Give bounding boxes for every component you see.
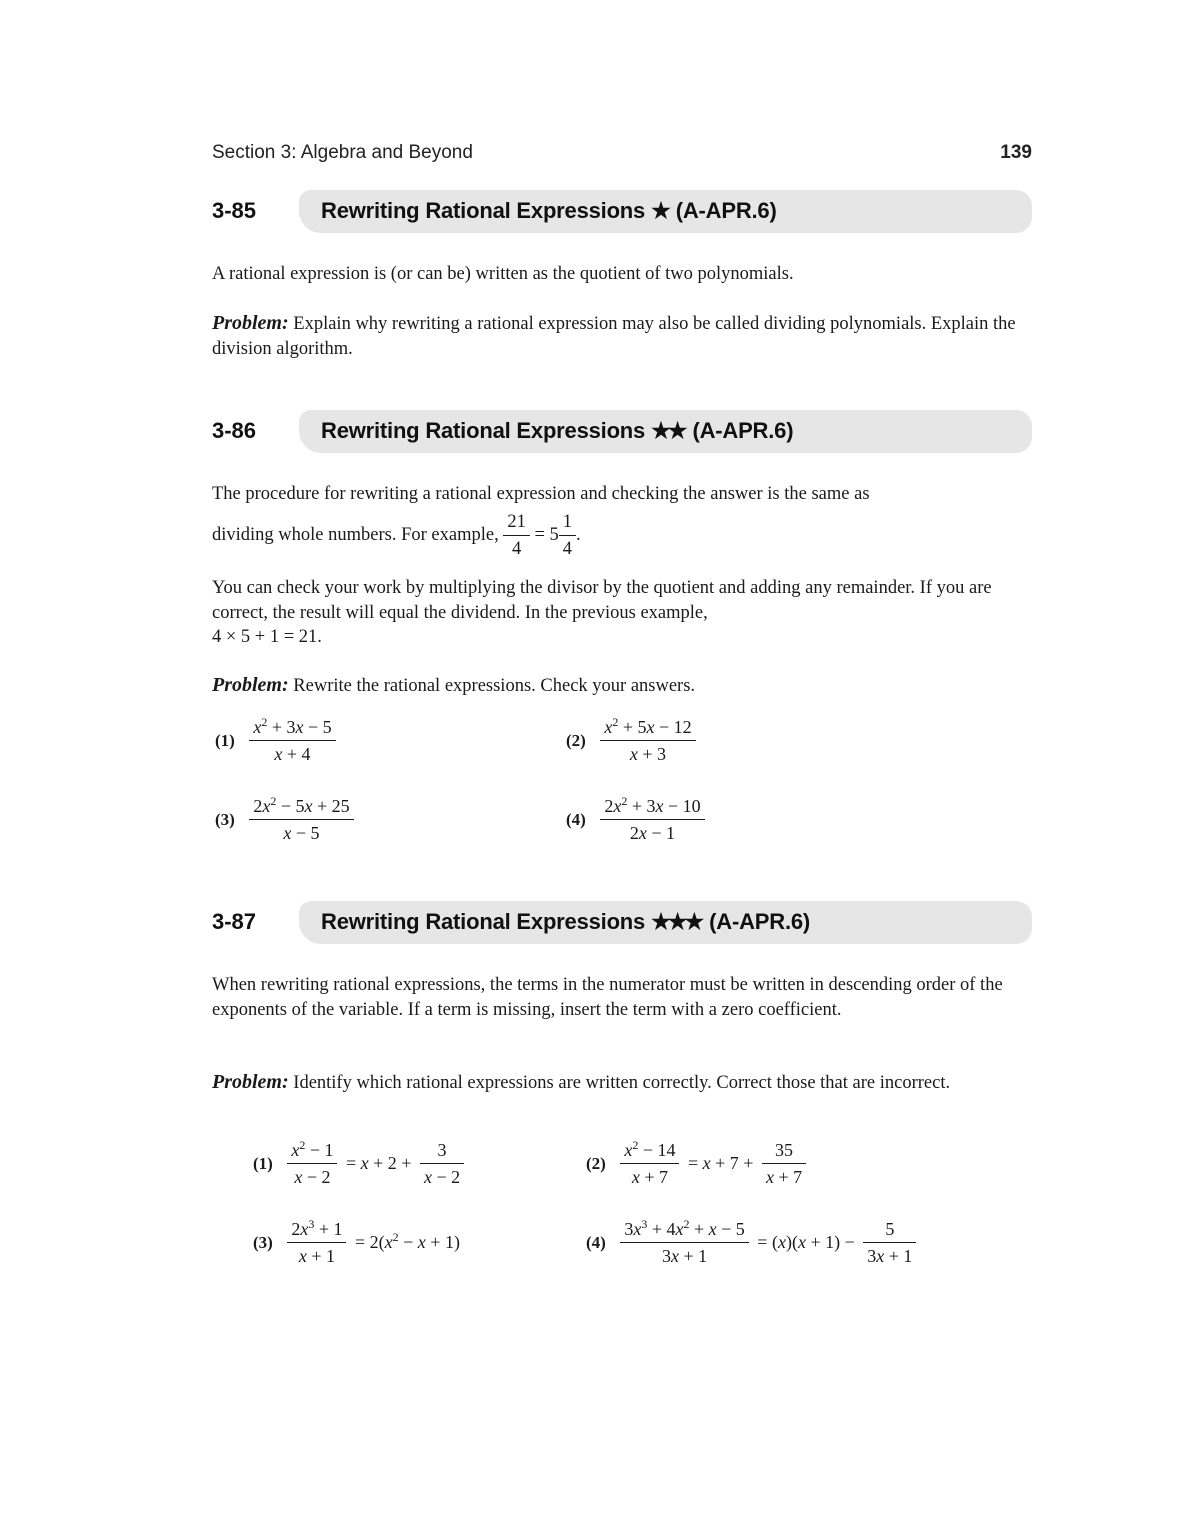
section-title: Rewriting Rational Expressions ★ (A-APR.6) [321, 198, 777, 223]
rational-expression: $\frac{2x^3 + 1}{x + 1}$ [287, 1218, 346, 1267]
standard-code: (A-APR.6) [709, 909, 811, 934]
rational-expression: $\frac{x^2 - 14}{x + 7}$ [620, 1139, 679, 1188]
rational-expression: $\frac{2x^2 - 5x + 25}{x - 5}$ [249, 795, 353, 844]
standard-code: (A-APR.6) [692, 418, 794, 443]
exercise-item: (2) $\frac{x^2 - 14}{x + 7}$ = x + 7 + $\frac{35}{x + 7}$ [586, 1139, 806, 1188]
exercise-item: (1) $\frac{x^2 - 1}{x - 2}$ = x + 2 + $\frac{3}{x - 2}$ [253, 1139, 464, 1188]
item-number: (1) [215, 730, 235, 750]
remainder-fraction: $\frac{35}{x + 7}$ [762, 1139, 806, 1188]
remainder-fraction: $\frac{5}{3x + 1}$ [863, 1218, 916, 1267]
section-title: Rewriting Rational Expressions ★★★ (A-APR.6) [321, 909, 811, 934]
rational-expression: $\frac{x^2 - 1}{x - 2}$ [287, 1139, 337, 1188]
item-number: (1) [253, 1153, 273, 1173]
page-number: 139 [1000, 142, 1032, 163]
problem-text: Rewrite the rational expressions. Check your answers. [293, 676, 696, 696]
problem-statement [212, 311, 1024, 361]
check-expression: 4 × 5 + 1 = 21. [212, 627, 322, 647]
standard-code: (A-APR.6) [675, 198, 777, 223]
problem-statement [212, 1070, 1024, 1096]
section-header-3-85 [212, 190, 1032, 234]
section-title-bar [299, 410, 1032, 453]
exercise-item [566, 795, 705, 844]
problem-label: Problem: [212, 1071, 289, 1093]
rational-expression: $\frac{x^2 + 5x - 12}{x + 3}$ [600, 716, 695, 765]
problem-text: Explain why rewriting a rational expression may also be called dividing polynomials. Explain the division algorithm. [212, 314, 1016, 359]
section-number: 3-85 [212, 198, 257, 223]
item-number: (2) [586, 1153, 606, 1173]
problem-label: Problem: [212, 312, 289, 334]
example-fraction: $\frac{21}{4}$ [503, 511, 530, 560]
rational-expression: $\frac{2x^2 + 3x - 10}{2x - 1}$ [600, 795, 704, 844]
difficulty-stars: ★★★ [651, 909, 702, 934]
running-header [212, 142, 1032, 170]
exercise-item: (4) $\frac{3x^3 + 4x^2 + x - 5}{3x + 1}$ = (x)(x + 1) − $\frac{5}{3x + 1}$ [586, 1218, 916, 1267]
section-title: Rewriting Rational Expressions ★★ (A-APR.6) [321, 418, 794, 443]
running-title: Section 3: Algebra and Beyond [212, 142, 473, 163]
item-number: (3) [253, 1232, 273, 1252]
item-number: (2) [566, 730, 586, 750]
intro-paragraph: When rewriting rational expressions, the terms in the numerator must be written in descending order of the exponents of the variable. If a term is missing, insert the term with a zero coefficient. [212, 975, 1003, 1020]
rational-expression: $\frac{3x^3 + 4x^2 + x - 5}{3x + 1}$ [620, 1218, 748, 1267]
rational-expression: $\frac{x^2 + 3x - 5}{x + 4}$ [249, 716, 335, 765]
section-number: 3-87 [212, 909, 257, 934]
difficulty-stars: ★★ [651, 418, 685, 443]
problem-statement [212, 673, 1024, 699]
exercise-item: (3) $\frac{2x^3 + 1}{x + 1}$ = $2(x^2 - x + 1)$ [253, 1217, 460, 1266]
item-number: (4) [566, 809, 586, 829]
problem-text: Identify which rational expressions are written correctly. Correct those that are incorrect. [293, 1073, 951, 1093]
item-number: (4) [586, 1232, 606, 1252]
section-title-bar [299, 901, 1032, 944]
exercise-item [215, 795, 354, 844]
section-header-3-87 [212, 901, 1032, 945]
remainder-fraction: $\frac{3}{x - 2}$ [420, 1139, 464, 1188]
exercise-item [215, 716, 336, 765]
exercise-item [566, 716, 696, 765]
check-paragraph: You can check your work by multiplying the divisor by the quotient and adding any remainder. If you are correct, the result will equal the dividend. In the previous example, 4 × 5 + 1 = 21. [212, 578, 992, 647]
section-title-bar [299, 190, 1032, 233]
section-header-3-86 [212, 410, 1032, 454]
intro-paragraph: A rational expression is (or can be) written as the quotient of two polynomials. [212, 264, 794, 284]
item-number: (3) [215, 809, 235, 829]
intro-line-2: dividing whole numbers. For example, $\frac{21}{4}$ = 5 $\frac{1}{4}$ . [212, 512, 581, 559]
example-mixed-fraction: $\frac{1}{4}$ [559, 511, 576, 560]
difficulty-stars: ★ [651, 198, 668, 223]
section-number: 3-86 [212, 418, 257, 443]
intro-line-1: The procedure for rewriting a rational expression and checking the answer is the same as [212, 484, 870, 504]
problem-label: Problem: [212, 674, 289, 696]
